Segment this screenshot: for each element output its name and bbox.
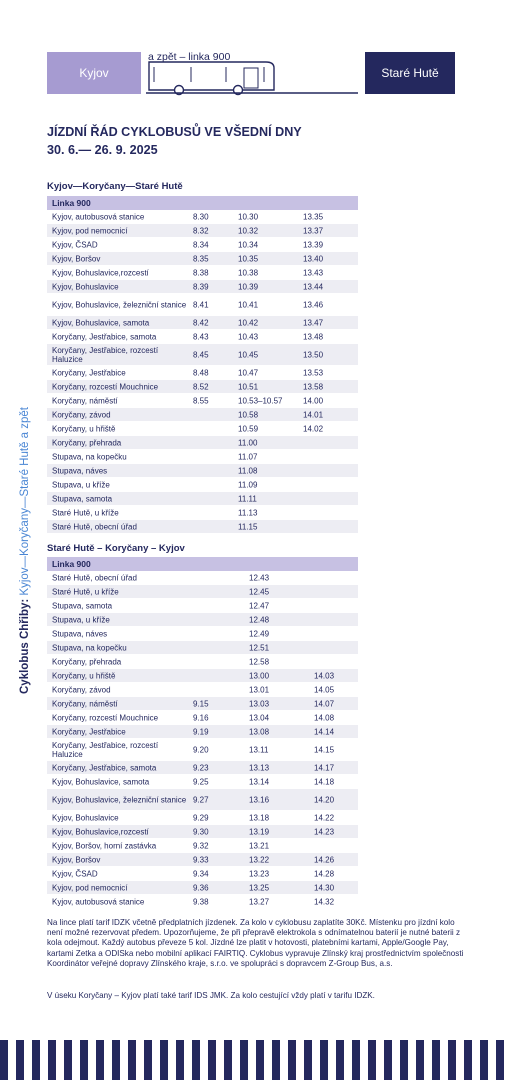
departure-time-3: 14.23: [314, 827, 335, 836]
stop-name: Koryčany, závod: [52, 410, 111, 419]
departure-time-2: 10.58: [238, 410, 259, 419]
departure-time-3: 13.43: [303, 268, 324, 277]
stop-name: Kyjov, Bohuslavice, železniční stanice: [52, 795, 187, 804]
departure-time-2: 10.42: [238, 318, 259, 327]
stop-name: Koryčany, rozcestí Mouchnice: [52, 713, 159, 722]
stop-name: Kyjov, Bohuslavice, samota: [52, 777, 150, 786]
departure-time-2: 12.49: [249, 629, 270, 638]
stop-name: Koryčany, u hřiště: [52, 424, 116, 433]
table-row: [47, 761, 358, 775]
table-row: [47, 478, 358, 492]
departure-time-3: 14.05: [314, 685, 335, 694]
table-row: [47, 450, 358, 464]
stop-name: Kyjov, pod nemocnicí: [52, 883, 128, 892]
vertical-route-label: [19, 374, 35, 694]
departure-time-3: 13.40: [303, 254, 324, 263]
departure-time-2: 10.38: [238, 268, 259, 277]
departure-time-2: 13.16: [249, 795, 270, 804]
stop-name: Staré Hutě, u kříže: [52, 508, 119, 517]
departure-time-1: 8.30: [193, 212, 209, 221]
departure-time-2: 10.35: [238, 254, 259, 263]
stop-name: Koryčany, závod: [52, 685, 111, 694]
table-row: [47, 224, 358, 238]
stop-name: Koryčany, přehrada: [52, 657, 122, 666]
departure-time-3: 14.03: [314, 671, 335, 680]
departure-time-2: 13.27: [249, 897, 270, 906]
stop-name: Staré Hutě, u kříže: [52, 587, 119, 596]
departure-time-2: 10.45: [238, 350, 259, 359]
departure-time-1: 9.33: [193, 855, 209, 864]
stop-name: Koryčany, Jestřabice, rozcestí Haluzice: [52, 740, 159, 759]
departure-time-1: 9.30: [193, 827, 209, 836]
table-row: [47, 711, 358, 725]
departure-time-3: 13.46: [303, 300, 324, 309]
stop-name: Kyjov, Bohuslavice,rozcestí: [52, 827, 149, 836]
left-stop-label: Kyjov: [79, 66, 109, 80]
departure-time-1: 9.19: [193, 727, 209, 736]
stop-name: Kyjov, autobusová stanice: [52, 212, 145, 221]
departure-time-1: 9.20: [193, 745, 209, 754]
table-row: [47, 330, 358, 344]
table-row: [47, 867, 358, 881]
departure-time-2: 10.32: [238, 226, 259, 235]
title-line2: 30. 6.— 26. 9. 2025: [47, 143, 158, 157]
departure-time-2: 13.00: [249, 671, 270, 680]
departure-time-3: 14.14: [314, 727, 335, 736]
departure-time-2: 11.15: [238, 522, 258, 531]
departure-time-1: 9.23: [193, 763, 209, 772]
table-row: [47, 669, 358, 683]
stop-name: Kyjov, pod nemocnicí: [52, 226, 128, 235]
departure-time-1: 8.45: [193, 350, 209, 359]
departure-time-2: 12.48: [249, 615, 270, 624]
departure-time-3: 13.47: [303, 318, 324, 327]
stop-name: Koryčany, u hřiště: [52, 671, 116, 680]
departure-time-1: 8.43: [193, 332, 209, 341]
departure-time-2: 10.47: [238, 368, 259, 377]
departure-time-1: 8.42: [193, 318, 209, 327]
departure-time-3: 13.48: [303, 332, 324, 341]
table-row: [47, 464, 358, 478]
stop-name: Stupava, na kopečku: [52, 643, 127, 652]
stop-name: Kyjov, Bohuslavice, samota: [52, 318, 150, 327]
departure-time-3: 14.20: [314, 795, 335, 804]
left-stop-box: [47, 52, 141, 94]
table-row: [47, 408, 358, 422]
stop-name: Kyjov, Boršov: [52, 855, 101, 864]
departure-time-1: 9.15: [193, 699, 209, 708]
departure-time-1: 9.32: [193, 841, 209, 850]
departure-time-2: 13.23: [249, 869, 270, 878]
table-row: [47, 725, 358, 739]
departure-time-1: 9.34: [193, 869, 209, 878]
departure-time-1: 8.39: [193, 282, 209, 291]
fare-note: Na lince platí tarif IDZK včetně předplatních jízdenek. Za kolo v cyklobusu zaplatíte 30Kč. Místenku pro jízdní kolo není možné rezervovat předem. Upozorňujeme, že při přepravě elektrokola s odnímatelnou baterií je nutné baterii z kola odejmout. Každý autobus převeze 5 kol. Jízdné lze platit v hotovosti, platebními kartami, Apple/Google Pay, kartami Zetka a ODISka nebo mobilní aplikací FAIRTIQ. Cyklobus vypravuje Zlínský kraj prostřednictvím společnosti Koordinátor veřejné dopravy Zlínského kraje, s.r.o. ve spolupráci s dopravcem Z-Group Bus, a.s.: [47, 918, 464, 968]
stop-name: Staré Hutě, obecní úřad: [52, 522, 137, 531]
departure-time-2: 12.47: [249, 601, 270, 610]
decorative-stripes: [0, 1040, 509, 1080]
table-row: [47, 825, 358, 839]
stop-name: Koryčany, Jestřabice, rozcestí Haluzice: [52, 345, 159, 364]
table-row: [47, 655, 358, 669]
departure-time-3: 13.50: [303, 350, 324, 359]
departure-time-2: 10.39: [238, 282, 259, 291]
title-line1: JÍZDNÍ ŘÁD CYKLOBUSŮ VE VŠEDNÍ DNY: [47, 125, 302, 139]
departure-time-1: 9.38: [193, 897, 209, 906]
departure-time-1: 8.41: [193, 300, 209, 309]
section2-title: Staré Hutě – Koryčany – Kyjov: [47, 543, 185, 554]
table-row: [47, 394, 358, 408]
departure-time-2: 13.14: [249, 777, 270, 786]
departure-time-3: 14.01: [303, 410, 324, 419]
departure-time-2: 10.59: [238, 424, 259, 433]
departure-time-2: 10.51: [238, 382, 259, 391]
departure-time-2: 13.11: [249, 745, 269, 754]
table-row: [47, 366, 358, 380]
departure-time-1: 9.16: [193, 713, 209, 722]
departure-time-2: 13.25: [249, 883, 270, 892]
table-row: [47, 641, 358, 655]
table-row: [47, 571, 358, 585]
table-row: [47, 775, 358, 789]
stop-name: Kyjov, Bohuslavice, železniční stanice: [52, 300, 187, 309]
departure-time-3: 14.08: [314, 713, 335, 722]
table-line-header: Linka 900: [47, 196, 358, 210]
departure-time-2: 10.53–10.57: [238, 396, 283, 405]
departure-time-2: 10.41: [238, 300, 259, 309]
departure-time-3: 14.28: [314, 869, 335, 878]
table-row: [47, 506, 358, 520]
departure-time-2: 13.03: [249, 699, 270, 708]
departure-time-3: 13.37: [303, 226, 324, 235]
departure-time-2: 11.11: [238, 494, 257, 503]
stop-name: Kyjov, autobusová stanice: [52, 897, 145, 906]
departure-time-1: 9.29: [193, 813, 209, 822]
table-row: [47, 238, 358, 252]
table-row: [47, 436, 358, 450]
table-row: [47, 492, 358, 506]
page-title: [47, 123, 302, 159]
table-row: [47, 739, 358, 761]
table-row: [47, 613, 358, 627]
table-row: [47, 839, 358, 853]
departure-time-1: 8.55: [193, 396, 209, 405]
departure-time-2: 13.19: [249, 827, 270, 836]
stop-name: Kyjov, ČSAD: [52, 240, 98, 249]
departure-time-2: 13.22: [249, 855, 270, 864]
departure-time-1: 8.34: [193, 240, 209, 249]
departure-time-3: 13.39: [303, 240, 324, 249]
stop-name: Koryčany, náměstí: [52, 396, 118, 405]
stop-name: Koryčany, Jestřabice, samota: [52, 332, 157, 341]
departure-time-2: 11.07: [238, 452, 258, 461]
departure-time-1: 8.35: [193, 254, 209, 263]
departure-time-2: 10.30: [238, 212, 259, 221]
departure-time-2: 10.34: [238, 240, 259, 249]
departure-time-2: 13.01: [249, 685, 270, 694]
table-row: [47, 811, 358, 825]
tariff-note: V úseku Koryčany – Kyjov platí také tarif IDS JMK. Za kolo cestující vždy platí v tarifu IDZK.: [47, 991, 375, 1000]
table-row: [47, 422, 358, 436]
departure-time-1: 8.38: [193, 268, 209, 277]
departure-time-2: 12.45: [249, 587, 270, 596]
stop-name: Koryčany, přehrada: [52, 438, 122, 447]
route-label: a zpět – linka 900: [148, 51, 231, 63]
departure-time-1: 9.25: [193, 777, 209, 786]
stop-name: Kyjov, Boršov: [52, 254, 101, 263]
departure-time-2: 13.21: [249, 841, 270, 850]
section1-title: Kyjov—Koryčany—Staré Hutě: [47, 181, 183, 192]
stop-name: Kyjov, Boršov, horní zastávka: [52, 841, 157, 850]
table-row: [47, 881, 358, 895]
table-row: [47, 599, 358, 613]
departure-time-2: 13.13: [249, 763, 270, 772]
timetable-return: [47, 557, 358, 909]
right-stop-label: Staré Hutě: [381, 66, 439, 80]
stop-name: Stupava, samota: [52, 601, 113, 610]
stop-name: Staré Hutě, obecní úřad: [52, 573, 137, 582]
departure-time-3: 13.58: [303, 382, 324, 391]
stop-name: Kyjov, Bohuslavice: [52, 282, 119, 291]
vertical-label-prefix: Cyklobus Chřiby:: [19, 598, 31, 694]
table-row: [47, 294, 358, 316]
departure-time-2: 10.43: [238, 332, 259, 341]
table-row: [47, 280, 358, 294]
departure-time-3: 14.26: [314, 855, 335, 864]
table-row: [47, 210, 358, 224]
departure-time-1: 8.52: [193, 382, 209, 391]
table-row: [47, 789, 358, 811]
table-row: [47, 585, 358, 599]
table-line-header: Linka 900: [47, 557, 358, 571]
table-row: [47, 520, 358, 534]
stop-name: Koryčany, Jestřabice: [52, 368, 126, 377]
table-row: [47, 344, 358, 366]
departure-time-3: 14.02: [303, 424, 324, 433]
departure-time-1: 8.48: [193, 368, 209, 377]
stop-name: Stupava, u kříže: [52, 615, 110, 624]
stop-name: Stupava, náves: [52, 466, 108, 475]
bus-icon: [146, 60, 361, 96]
table-row: [47, 697, 358, 711]
table-row: [47, 683, 358, 697]
departure-time-3: 14.15: [314, 745, 335, 754]
departure-time-2: 11.08: [238, 466, 258, 475]
departure-time-2: 12.58: [249, 657, 270, 666]
departure-time-3: 13.53: [303, 368, 324, 377]
stop-name: Kyjov, Bohuslavice: [52, 813, 119, 822]
stop-name: Koryčany, náměstí: [52, 699, 118, 708]
right-stop-box: [365, 52, 455, 94]
departure-time-3: 14.30: [314, 883, 335, 892]
departure-time-3: 13.35: [303, 212, 324, 221]
departure-time-1: 9.36: [193, 883, 209, 892]
departure-time-3: 14.18: [314, 777, 335, 786]
stop-name: Koryčany, Jestřabice, samota: [52, 763, 157, 772]
table-row: [47, 853, 358, 867]
departure-time-3: 14.32: [314, 897, 335, 906]
table-row: [47, 895, 358, 909]
departure-time-2: 12.43: [249, 573, 270, 582]
stop-name: Stupava, náves: [52, 629, 108, 638]
table-row: [47, 316, 358, 330]
departure-time-3: 14.22: [314, 813, 335, 822]
departure-time-2: 13.18: [249, 813, 270, 822]
departure-time-2: 11.13: [238, 508, 258, 517]
timetable-outbound: [47, 196, 358, 534]
stop-name: Kyjov, Bohuslavice,rozcestí: [52, 268, 149, 277]
stop-name: Koryčany, rozcestí Mouchnice: [52, 382, 159, 391]
departure-time-2: 13.04: [249, 713, 270, 722]
stop-name: Kyjov, ČSAD: [52, 869, 98, 878]
table-row: [47, 266, 358, 280]
departure-time-3: 14.00: [303, 396, 324, 405]
departure-time-1: 9.27: [193, 795, 209, 804]
stop-name: Koryčany, Jestřabice: [52, 727, 126, 736]
stop-name: Stupava, na kopečku: [52, 452, 127, 461]
departure-time-3: 14.17: [314, 763, 335, 772]
stop-name: Stupava, samota: [52, 494, 113, 503]
departure-time-2: 12.51: [249, 643, 270, 652]
table-row: [47, 252, 358, 266]
stop-name: Stupava, u kříže: [52, 480, 110, 489]
departure-time-3: 14.07: [314, 699, 335, 708]
departure-time-2: 11.09: [238, 480, 258, 489]
departure-time-3: 13.44: [303, 282, 324, 291]
vertical-label-route: Kyjov—Koryčany—Staré Hutě a zpět: [19, 407, 31, 599]
departure-time-2: 13.08: [249, 727, 270, 736]
table-row: [47, 380, 358, 394]
departure-time-1: 8.32: [193, 226, 209, 235]
departure-time-2: 11.00: [238, 438, 258, 447]
table-row: [47, 627, 358, 641]
